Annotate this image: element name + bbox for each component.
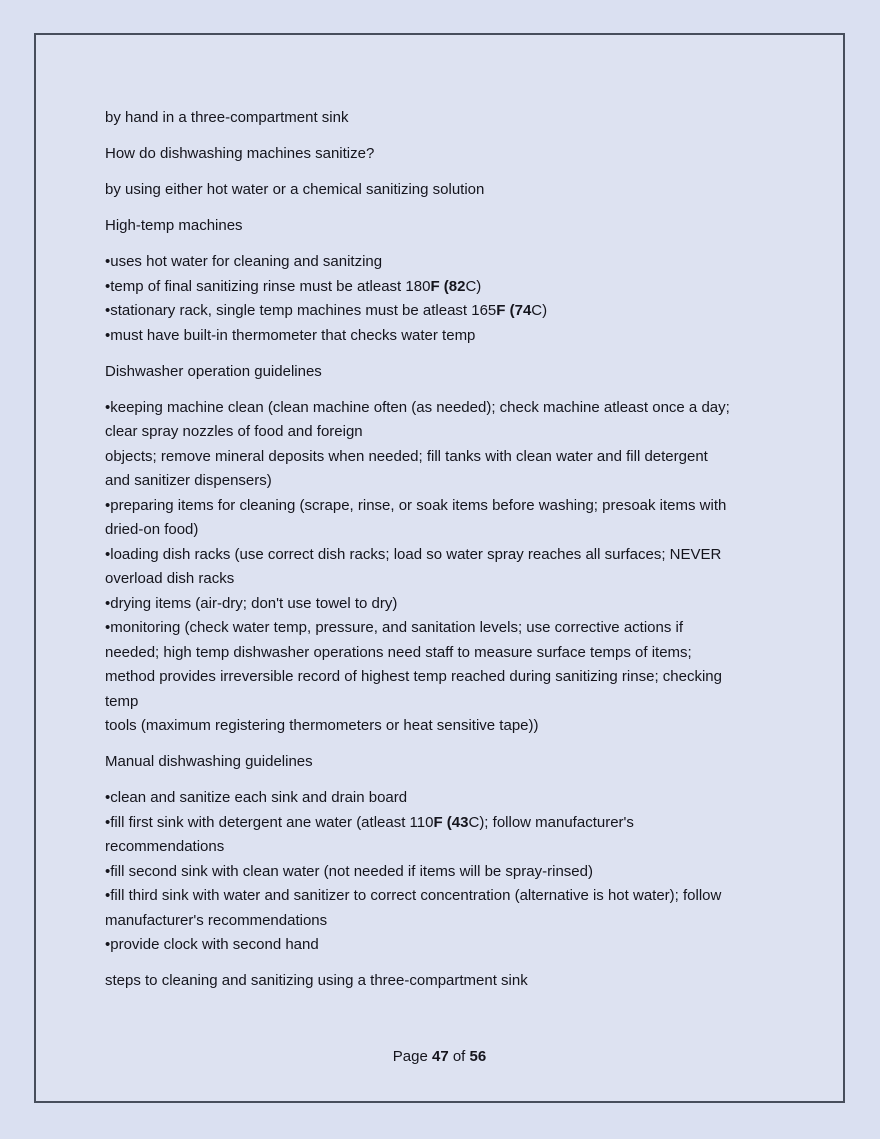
text-line — [105, 142, 833, 167]
text-run: •stationary rack, single temp machines must be atleast 165 — [105, 302, 497, 319]
paragraph — [105, 142, 833, 167]
text-run: objects; remove mineral deposits when needed; fill tanks with clean water and fill detergent — [105, 447, 708, 465]
text-run: by hand in a three-compartment sink — [105, 109, 349, 126]
text-line — [105, 860, 833, 885]
text-line — [105, 214, 833, 239]
text-run: •uses hot water for cleaning and sanitzing — [105, 253, 383, 270]
text-line — [105, 811, 833, 836]
text-run: of — [448, 1048, 470, 1065]
paragraph — [105, 250, 833, 348]
text-run: overload dish racks — [105, 570, 235, 587]
text-run: temp — [105, 692, 139, 710]
text-line — [105, 360, 833, 385]
text-run: •drying items (air-dry; don't use towel to dry) — [105, 594, 398, 612]
text-line — [105, 494, 833, 519]
text-run: C) — [465, 277, 482, 295]
text-line — [105, 445, 833, 470]
text-run: C) — [531, 302, 548, 319]
text-line — [105, 420, 833, 445]
text-line — [105, 786, 833, 811]
text-run: by using either hot water or a chemical sanitizing solution — [105, 181, 485, 198]
text-line — [105, 933, 833, 958]
text-line — [105, 714, 833, 739]
paragraph — [105, 214, 833, 239]
text-line — [105, 750, 833, 775]
paragraph — [105, 786, 833, 958]
text-line — [105, 518, 833, 543]
text-run: dried-on food) — [105, 521, 199, 538]
paragraph — [105, 106, 833, 131]
text-line — [105, 665, 833, 690]
text-run: •fill first sink with detergent ane water (atleast 110 — [105, 813, 434, 831]
text-line — [105, 567, 833, 592]
text-run: Page — [392, 1048, 432, 1065]
text-line — [105, 641, 833, 666]
text-run: •must have built-in thermometer that checks water temp — [105, 326, 476, 344]
text-run: •provide clock with second hand — [105, 936, 319, 953]
document-body — [105, 106, 833, 1005]
text-line — [105, 106, 833, 131]
text-run: recommendations — [105, 838, 225, 855]
text-line — [105, 909, 833, 934]
text-line — [105, 396, 833, 421]
text-run: How do dishwashing machines sanitize? — [105, 145, 375, 162]
text-line — [105, 178, 833, 203]
text-line — [105, 592, 833, 617]
text-run: High-temp machines — [105, 217, 243, 234]
text-line — [105, 543, 833, 568]
text-line — [105, 690, 833, 715]
text-run: •preparing items for cleaning (scrape, rinse, or soak items before washing; presoak items with — [105, 496, 727, 514]
bold-text-run: 47 — [431, 1048, 449, 1065]
paragraph — [105, 969, 833, 994]
text-run: •clean and sanitize each sink and drain board — [105, 789, 408, 806]
text-run: steps to cleaning and sanitizing using a three-compartment sink — [105, 972, 528, 989]
text-run: and sanitizer dispensers) — [105, 472, 272, 489]
text-line — [105, 275, 833, 300]
text-line — [105, 250, 833, 275]
text-run: clear spray nozzles of food and foreign — [105, 423, 363, 440]
bold-text-run: F (43 — [433, 813, 469, 831]
text-run: •monitoring (check water temp, pressure, and sanitation levels; use corrective actions if — [105, 619, 684, 636]
text-line — [105, 616, 833, 641]
text-run: C); follow manufacturer's — [468, 813, 634, 831]
text-run: manufacturer's recommendations — [105, 911, 328, 929]
text-line — [105, 969, 833, 994]
text-run: Dishwasher operation guidelines — [105, 362, 322, 380]
text-run: •fill second sink with clean water (not needed if items will be spray-rinsed) — [105, 862, 593, 880]
text-run: Manual dishwashing guidelines — [105, 753, 313, 770]
text-run: •keeping machine clean (clean machine often (as needed); check machine atleast once a day; — [105, 398, 730, 416]
document-sheet — [34, 33, 845, 1103]
text-run: •fill third sink with water and sanitizer to correct concentration (alternative is hot water); follow — [105, 887, 722, 904]
text-run: tools (maximum registering thermometers or heat sensitive tape)) — [105, 717, 539, 734]
text-line — [105, 884, 833, 909]
text-line — [105, 299, 833, 324]
text-run: needed; high temp dishwasher operations need staff to measure surface temps of items; — [105, 643, 692, 661]
text-run: •loading dish racks (use correct dish racks; load so water spray reaches all surfaces; NEVER — [105, 545, 722, 563]
bold-text-run: 56 — [469, 1048, 487, 1065]
text-line — [105, 324, 833, 349]
bold-text-run: F (82 — [430, 277, 466, 295]
text-line — [105, 469, 833, 494]
paragraph — [105, 750, 833, 775]
text-run: •temp of final sanitizing rinse must be atleast 180 — [105, 277, 431, 295]
bold-text-run: F (74 — [496, 302, 532, 319]
paragraph — [105, 360, 833, 385]
paragraph — [105, 178, 833, 203]
paragraph — [105, 396, 833, 739]
text-run: method provides irreversible record of highest temp reached during sanitizing rinse; checking — [105, 668, 722, 685]
page-footer — [36, 1047, 843, 1067]
text-line — [105, 835, 833, 860]
